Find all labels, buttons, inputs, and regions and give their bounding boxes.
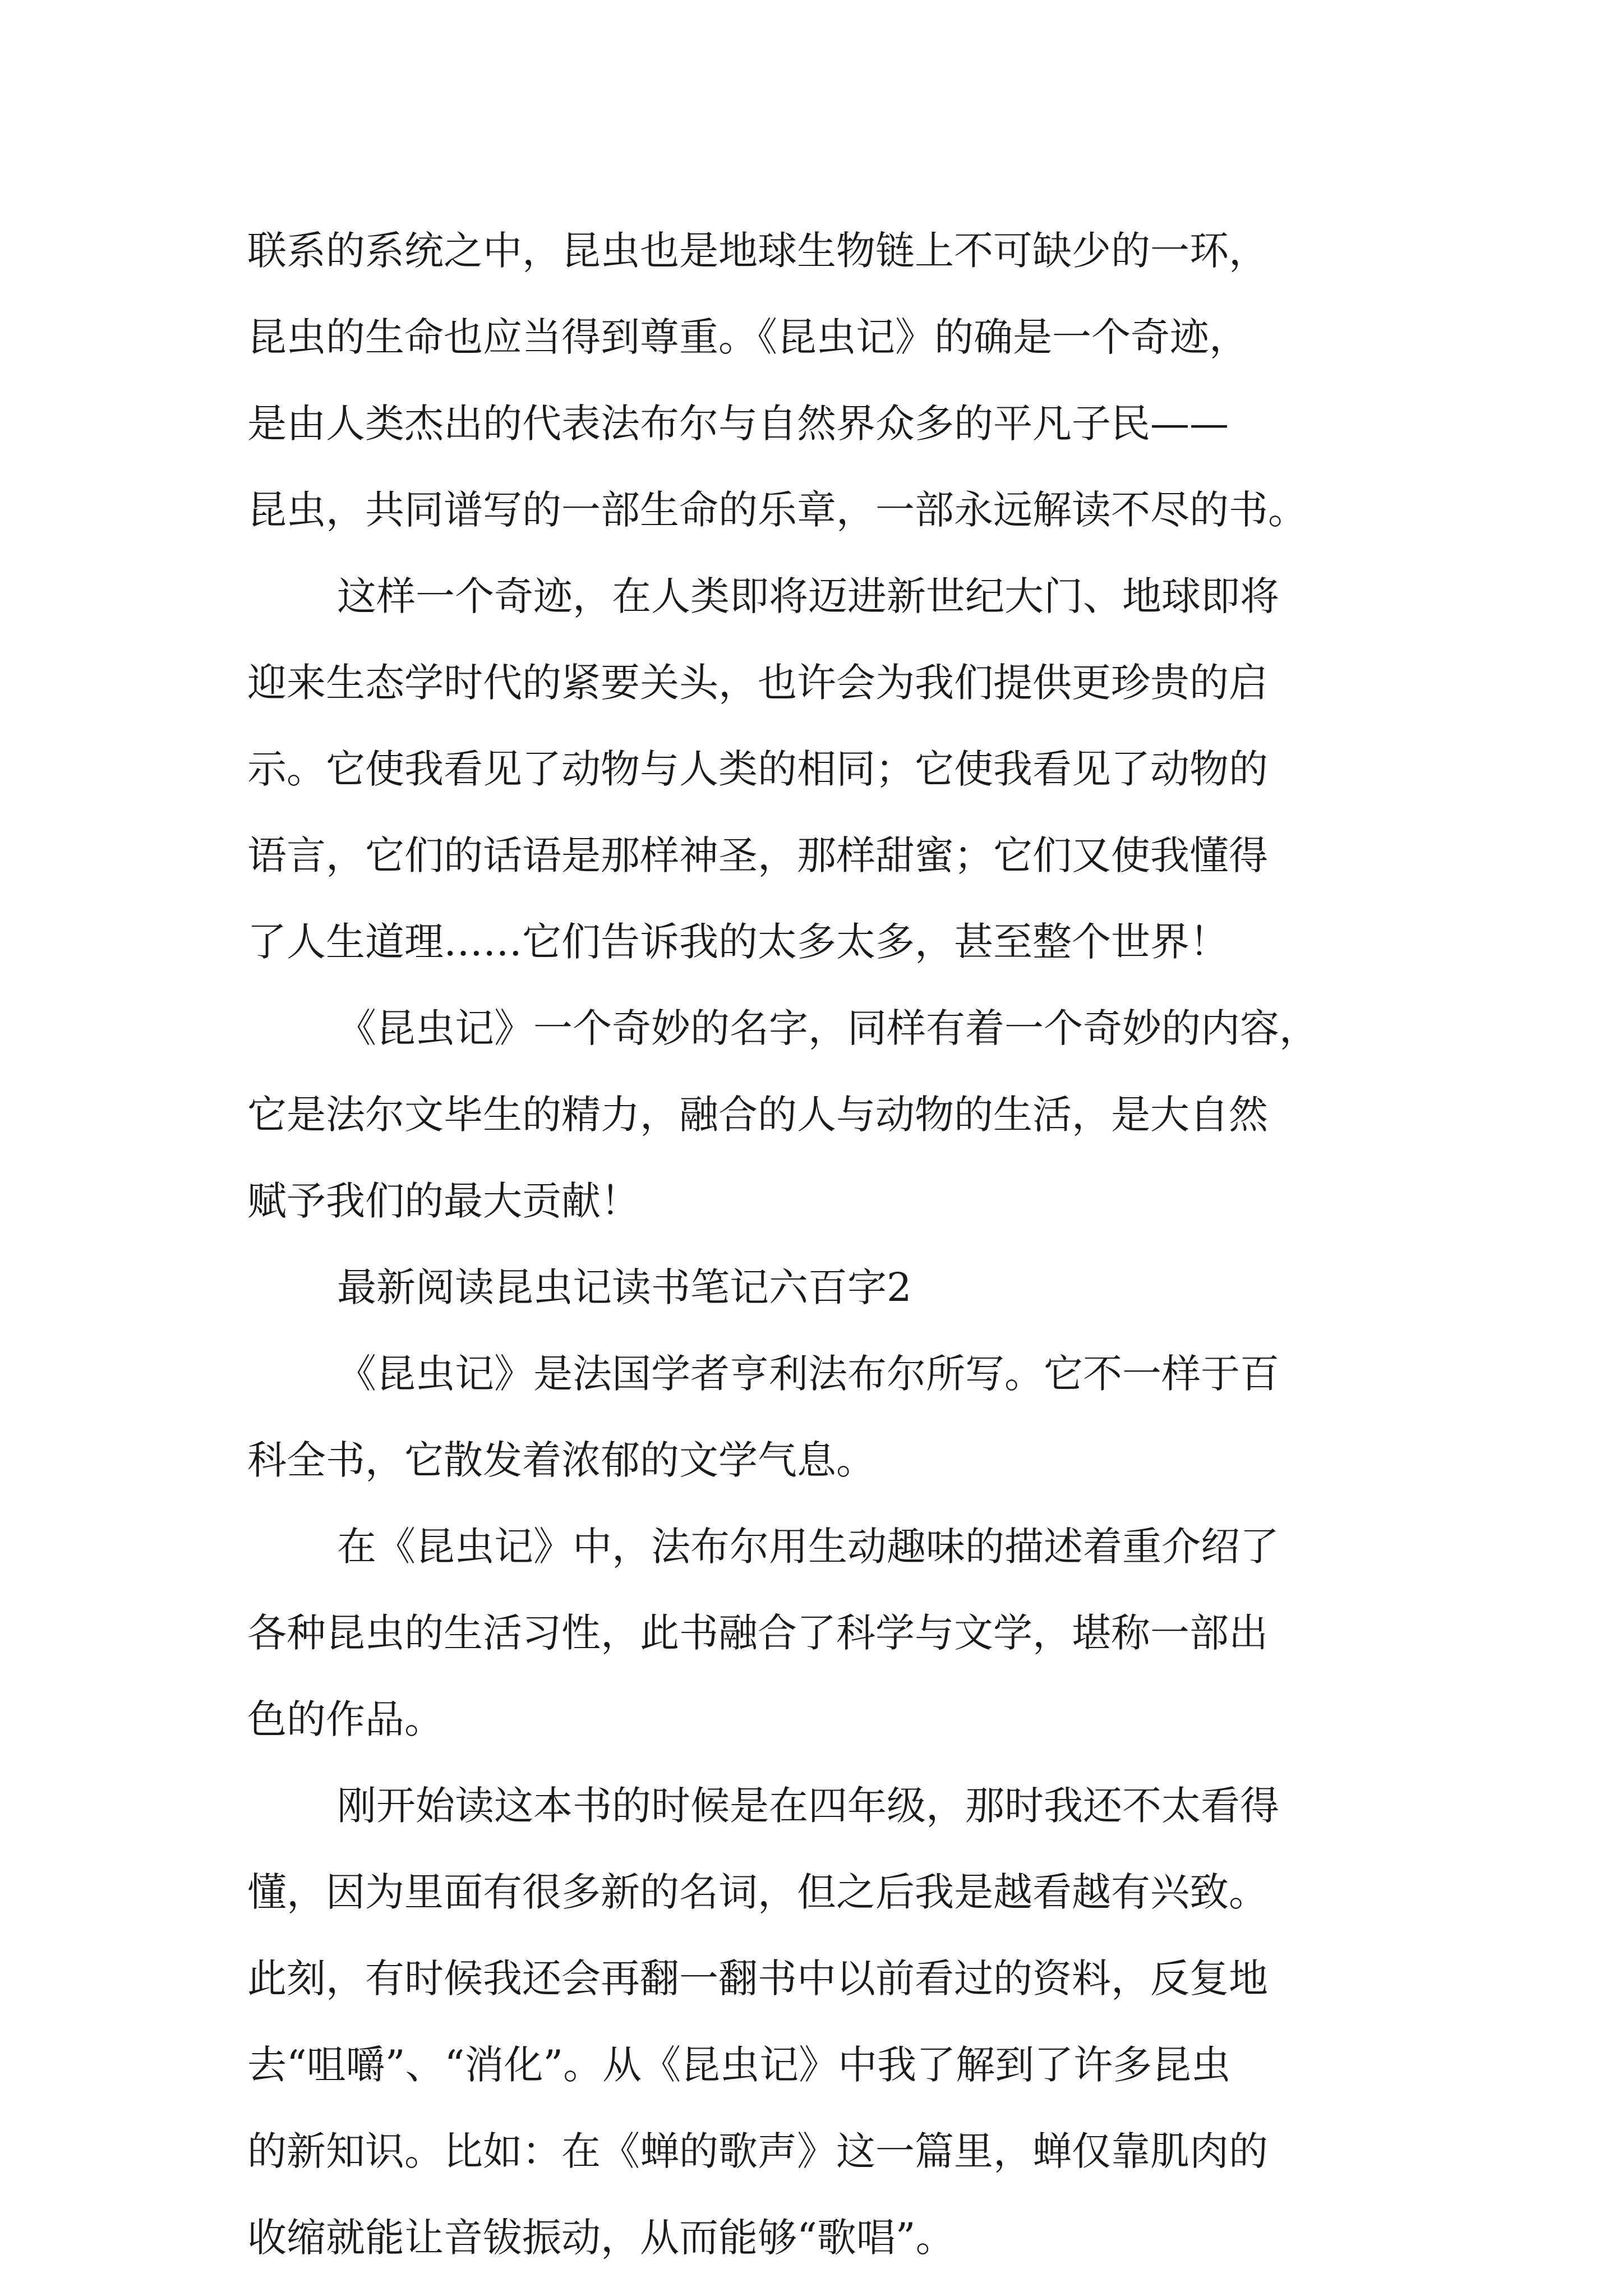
- text-line: 昆虫，共同谱写的一部生命的乐章，一部永远解读不尽的书。: [247, 487, 1307, 533]
- text-line: 各种昆虫的生活习性，此书融合了科学与文学，堪称一部出: [247, 1610, 1268, 1656]
- text-line: 是由人类杰出的代表法布尔与自然界众多的平凡子民——: [247, 401, 1229, 447]
- text-line: 收缩就能让音钹振动，从而能够“歌唱”。: [247, 2215, 955, 2261]
- text-line: 懂，因为里面有很多新的名词，但之后我是越看越有兴致。: [247, 1869, 1268, 1915]
- text-line: 科全书，它散发着浓郁的文学气息。: [247, 1437, 875, 1483]
- section-heading: 最新阅读昆虫记读书笔记六百字2: [337, 1264, 912, 1310]
- text-line: 它是法尔文毕生的精力，融合的人与动物的生活，是大自然: [247, 1092, 1268, 1138]
- paragraph-first-line: 《昆虫记》是法国学者亨利法布尔所写。它不一样于百: [337, 1351, 1279, 1397]
- text-line: 色的作品。: [247, 1696, 444, 1742]
- paragraph-first-line: 在《昆虫记》中，法布尔用生动趣味的描述着重介绍了: [337, 1524, 1279, 1570]
- paragraph-first-line: 刚开始读这本书的时候是在四年级，那时我还不太看得: [337, 1783, 1279, 1829]
- text-line: 了人生道理……它们告诉我的太多太多，甚至整个世界！: [247, 919, 1229, 965]
- text-line: 迎来生态学时代的紧要关头，也许会为我们提供更珍贵的启: [247, 660, 1268, 706]
- text-line: 的新知识。比如：在《蝉的歌声》这一篇里，蝉仅靠肌肉的: [247, 2128, 1268, 2174]
- text-line: 此刻，有时候我还会再翻一翻书中以前看过的资料，反复地: [247, 1955, 1268, 2001]
- paragraph-first-line: 《昆虫记》一个奇妙的名字，同样有着一个奇妙的内容，: [337, 1005, 1318, 1051]
- text-line: 示。它使我看见了动物与人类的相同；它使我看见了动物的: [247, 746, 1268, 792]
- paragraph-first-line: 这样一个奇迹，在人类即将迈进新世纪大门、地球即将: [337, 573, 1279, 619]
- text-line: 赋予我们的最大贡献！: [247, 1178, 640, 1224]
- text-line: 昆虫的生命也应当得到尊重。《昆虫记》的确是一个奇迹，: [247, 314, 1248, 360]
- text-line: 联系的系统之中，昆虫也是地球生物链上不可缺少的一环，: [247, 228, 1268, 274]
- text-line: 去“咀嚼”、“消化”。从《昆虫记》中我了解到了许多昆虫: [247, 2042, 1231, 2088]
- text-line: 语言，它们的话语是那样神圣，那样甜蜜；它们又使我懂得: [247, 832, 1268, 878]
- body-text: [247, 208, 1391, 2281]
